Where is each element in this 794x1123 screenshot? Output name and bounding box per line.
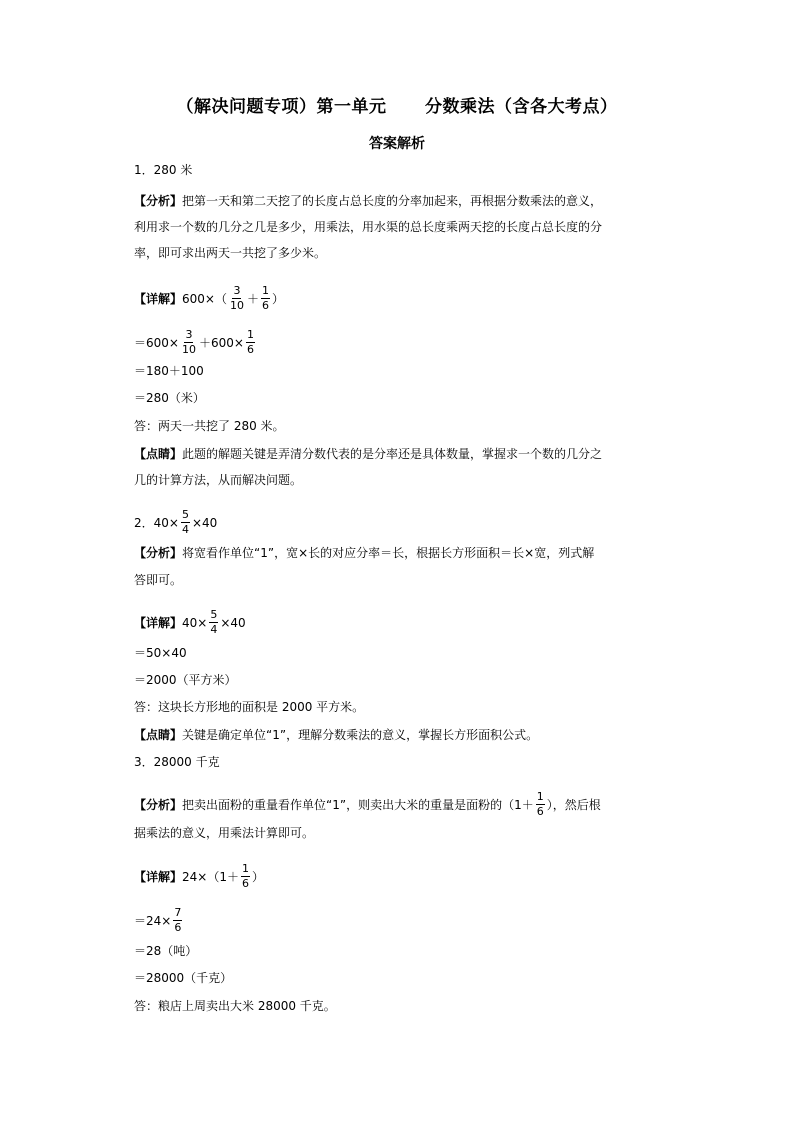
fraction-denominator: 4 [181,523,189,536]
q2-comment-text: 关键是确定单位“1”，理解分数乘法的意义，掌握长方形面积公式。 [182,728,539,742]
q2-analysis-line-2 [134,573,182,587]
q2-detail-step-2 [134,646,187,660]
q3-step1-a: 24×（1＋ [182,869,239,884]
q1-detail-step-2 [134,329,257,356]
fraction-numerator: 1 [241,862,249,875]
q2-heading-a: 2．40× [134,515,179,530]
q2-detail-step-1 [134,609,246,636]
q3-analysis-line-2 [134,826,314,840]
fraction-numerator: 5 [210,608,218,621]
q1-analysis-line-2 [134,220,602,234]
fraction-denominator: 4 [210,623,218,636]
fraction-numerator: 1 [262,284,269,297]
detail-tag: 【详解】 [134,615,183,630]
fraction-numerator: 5 [181,508,189,521]
q2-heading-b: ×40 [191,515,218,530]
fraction-numerator: 3 [185,328,193,341]
q1-detail-step-1 [134,285,284,312]
q3-heading-text: 3．28000 千克 [134,755,220,769]
q2-detail-step-3 [134,673,237,687]
fraction-denominator: 6 [262,299,269,312]
q2-step2-text: ＝50×40 [134,646,187,660]
q3-step4-text: ＝28000（千克） [134,971,233,985]
closing-paren: ） [272,291,285,306]
q3-step2-a: ＝24× [134,913,172,928]
q3-detail-step-4 [134,971,232,985]
q2-step1-b: ×40 [220,615,246,630]
q2-comment [134,728,538,742]
q1-analysis-text-3: 率，即可求出两天一共挖了多少米。 [134,246,327,260]
fraction [181,509,190,536]
q3-analysis-line-1 [134,791,601,818]
fraction [261,285,270,312]
q1-analysis-line-1 [134,194,602,208]
q3-analysis-text-2: 据乘法的意义，用乘法计算即可。 [134,826,315,840]
q1-comment-line-1 [134,447,602,461]
fraction [246,329,255,356]
q1-step4-text: ＝280（米） [134,391,205,405]
fraction-denominator: 10 [181,343,196,356]
q2-analysis-text-1: 将宽看作单位“1”，宽×长的对应分率＝长，根据长方形面积＝长×宽，列式解 [182,546,595,560]
q3-answer [134,999,336,1013]
q2-analysis-line-1 [134,546,594,560]
q3-detail-step-2 [134,907,184,934]
q3-analysis-text-1a: 把卖出面粉的重量看作单位“1”，则卖出大米的重量是面粉的（1＋ [182,797,534,812]
q2-step3-text: ＝2000（平方米） [134,673,237,687]
q1-comment-line-2 [134,473,302,487]
q1-analysis-text-1: 把第一天和第二天挖了的长度占总长度的分率加起来，再根据分数乘法的意义， [182,194,603,208]
q2-answer-text: 答：这块长方形地的面积是 2000 平方米。 [134,700,365,714]
fraction-denominator: 6 [241,877,249,890]
fraction-denominator: 6 [246,343,254,356]
comment-tag: 【点睛】 [134,728,183,742]
q1-analysis-text-2: 利用求一个数的几分之几是多少，用乘法，用水渠的总长度乘两天挖的长度占总长度的分 [134,220,603,234]
q3-step3-text: ＝28（吨） [134,944,198,958]
fraction-numerator: 7 [174,906,182,919]
plus-sign: ＋ [246,291,259,306]
fraction [173,907,182,934]
fraction [181,329,197,356]
q1-analysis-line-3 [134,246,326,260]
q3-answer-text: 答：粮店上周卖出大米 28000 千克。 [134,999,336,1013]
fraction-denominator: 6 [174,921,182,934]
page-title: （解决问题专项）第一单元 分数乘法（含各大考点） [176,97,618,117]
q2-analysis-text-2: 答即可。 [134,573,183,587]
detail-tag: 【详解】 [134,869,183,884]
fraction [241,863,250,890]
fraction-numerator: 1 [536,790,544,803]
fraction-denominator: 6 [536,805,544,818]
detail-tag: 【详解】 [134,291,183,306]
q1-answer [134,419,285,433]
q1-comment-text-2: 几的计算方法，从而解决问题。 [134,473,303,487]
fraction-denominator: 10 [229,299,244,312]
q1-heading-text: 1．280 米 [134,163,193,177]
q3-detail-step-3 [134,944,197,958]
q1-detail-step-3 [134,364,204,378]
comment-tag: 【点睛】 [134,447,183,461]
analysis-tag: 【分析】 [134,797,183,812]
q2-answer [134,700,364,714]
fraction-numerator: 1 [246,328,254,341]
fraction [229,285,245,312]
q2-heading [134,509,217,536]
q2-step1-a: 40× [182,615,208,630]
q1-detail-expr-a: 600×（ [182,291,227,306]
analysis-tag: 【分析】 [134,194,183,208]
fraction-numerator: 3 [233,284,241,297]
analysis-tag: 【分析】 [134,546,183,560]
q1-comment-text-1: 此题的解题关键是弄清分数代表的是分率还是具体数量，掌握求一个数的几分之 [182,447,603,461]
q3-heading [134,755,220,769]
q3-analysis-text-1b: ），然后根 [546,797,601,812]
q1-heading [134,163,192,177]
page-subtitle: 答案解析 [369,136,425,152]
q1-detail-step-4 [134,391,205,405]
q3-step1-b: ） [251,869,264,884]
q1-step2-a: ＝600× [134,335,179,350]
q1-step3-text: ＝180＋100 [134,364,204,378]
q1-step2-b: ＋600× [198,335,244,350]
q1-answer-text: 答：两天一共挖了 280 米。 [134,419,285,433]
fraction [536,791,545,818]
q3-detail-step-1 [134,863,264,890]
fraction [209,609,218,636]
